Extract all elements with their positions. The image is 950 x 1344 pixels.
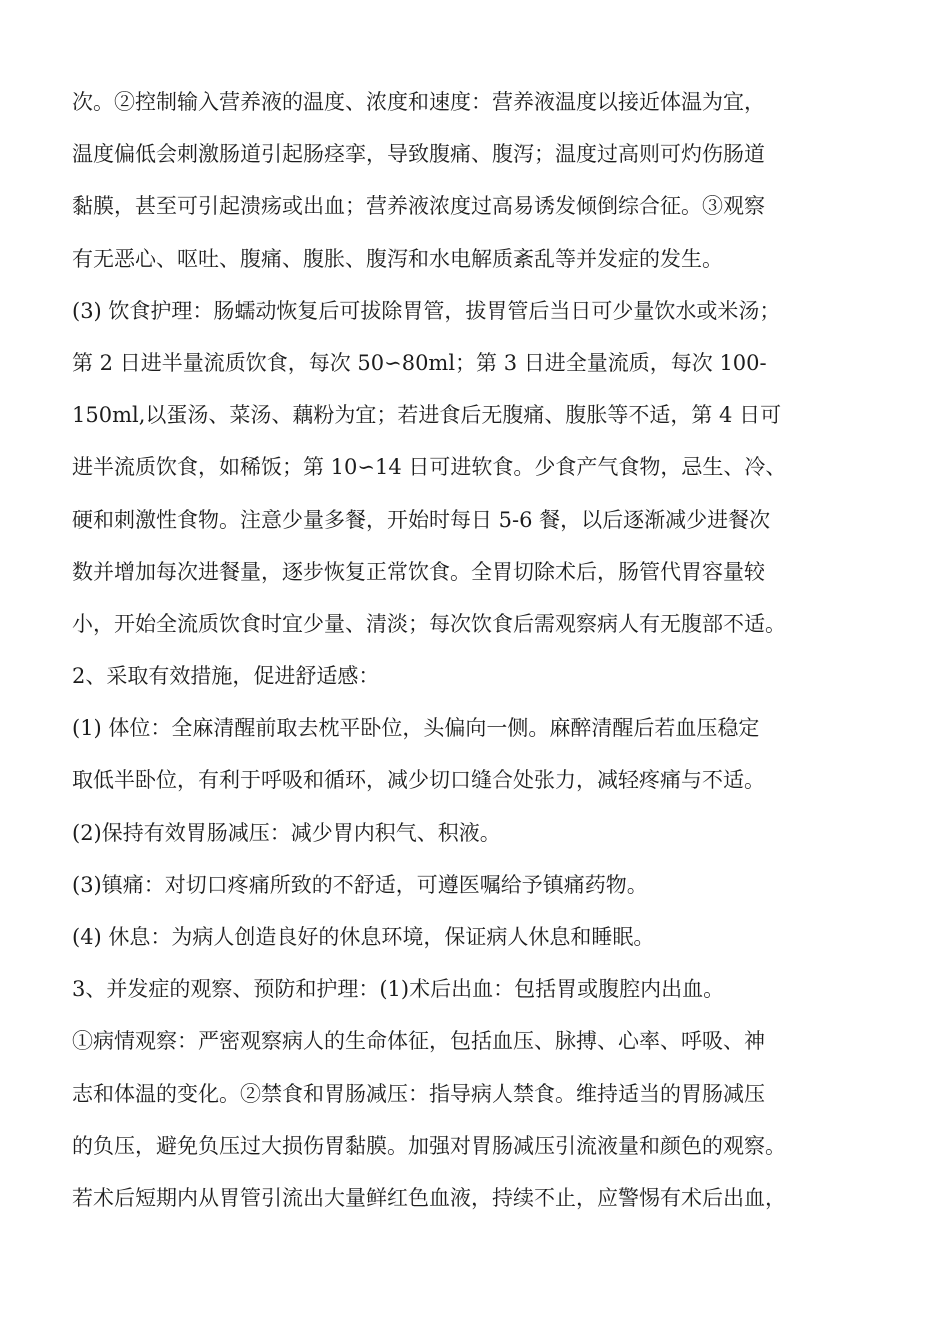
- text-line: ①病情观察：严密观察病人的生命体征，包括血压、脉搏、心率、呼吸、神: [72, 1029, 765, 1054]
- text-line: 小，开始全流质饮食时宜少量、清淡；每次饮食后需观察病人有无腹部不适。: [72, 611, 786, 636]
- text-line: 若术后短期内从胃管引流出大量鲜红色血液，持续不止，应警惕有术后出血，: [72, 1185, 786, 1210]
- text-line: 数并增加每次进餐量，逐步恢复正常饮食。全胃切除术后，肠管代胃容量较: [72, 559, 765, 584]
- text-line: (1) 体位：全麻清醒前取去枕平卧位，头偏向一侧。麻醉清醒后若血压稳定: [72, 716, 760, 741]
- text-line: 有无恶心、呕吐、腹痛、腹胀、腹泻和水电解质紊乱等并发症的发生。: [72, 246, 723, 271]
- section-heading: 2、采取有效措施，促进舒适感：: [72, 664, 380, 689]
- text-line: 温度偏低会刺激肠道引起肠痉挛，导致腹痛、腹泻；温度过高则可灼伤肠道: [72, 142, 765, 167]
- text-line: (3)镇痛：对切口疼痛所致的不舒适，可遵医嘱给予镇痛药物。: [72, 872, 648, 897]
- text-line: 取低半卧位，有利于呼吸和循环，减少切口缝合处张力，减轻疼痛与不适。: [72, 768, 765, 793]
- text-line: 黏膜，甚至可引起溃疡或出血；营养液浓度过高易诱发倾倒综合征。③观察: [72, 194, 765, 219]
- body-text: [72, 76, 882, 1224]
- text-line: 志和体温的变化。②禁食和胃肠减压：指导病人禁食。维持适当的胃肠减压: [72, 1081, 765, 1106]
- text-line: 硬和刺激性食物。注意少量多餐，开始时每日 5-6 餐，以后逐渐减少进餐次: [72, 507, 771, 532]
- text-line: (3) 饮食护理：肠蠕动恢复后可拔除胃管，拔胃管后当日可少量饮水或米汤；: [72, 298, 781, 323]
- text-line: 次。②控制输入营养液的温度、浓度和速度：营养液温度以接近体温为宜，: [72, 90, 765, 114]
- text-line: 的负压，避免负压过大损伤胃黏膜。加强对胃肠减压引流液量和颜色的观察。: [72, 1133, 786, 1158]
- section-heading: 3、并发症的观察、预防和护理：(1)术后出血：包括胃或腹腔内出血。: [72, 977, 725, 1002]
- text-line: (2)保持有效胃肠减压：减少胃内积气、积液。: [72, 820, 501, 845]
- text-line: 进半流质饮食，如稀饭；第 10∽14 日可进软食。少食产气食物，忌生、冷、: [72, 455, 787, 480]
- text-line: (4) 休息：为病人创造良好的休息环境，保证病人休息和睡眠。: [72, 925, 655, 949]
- text-line: 第 2 日进半量流质饮食，每次 50∽80ml；第 3 日进全量流质，每次 100-: [72, 350, 767, 375]
- text-line: 150ml,以蛋汤、菜汤、藕粉为宜；若进食后无腹痛、腹胀等不适，第 4 日可: [72, 403, 782, 428]
